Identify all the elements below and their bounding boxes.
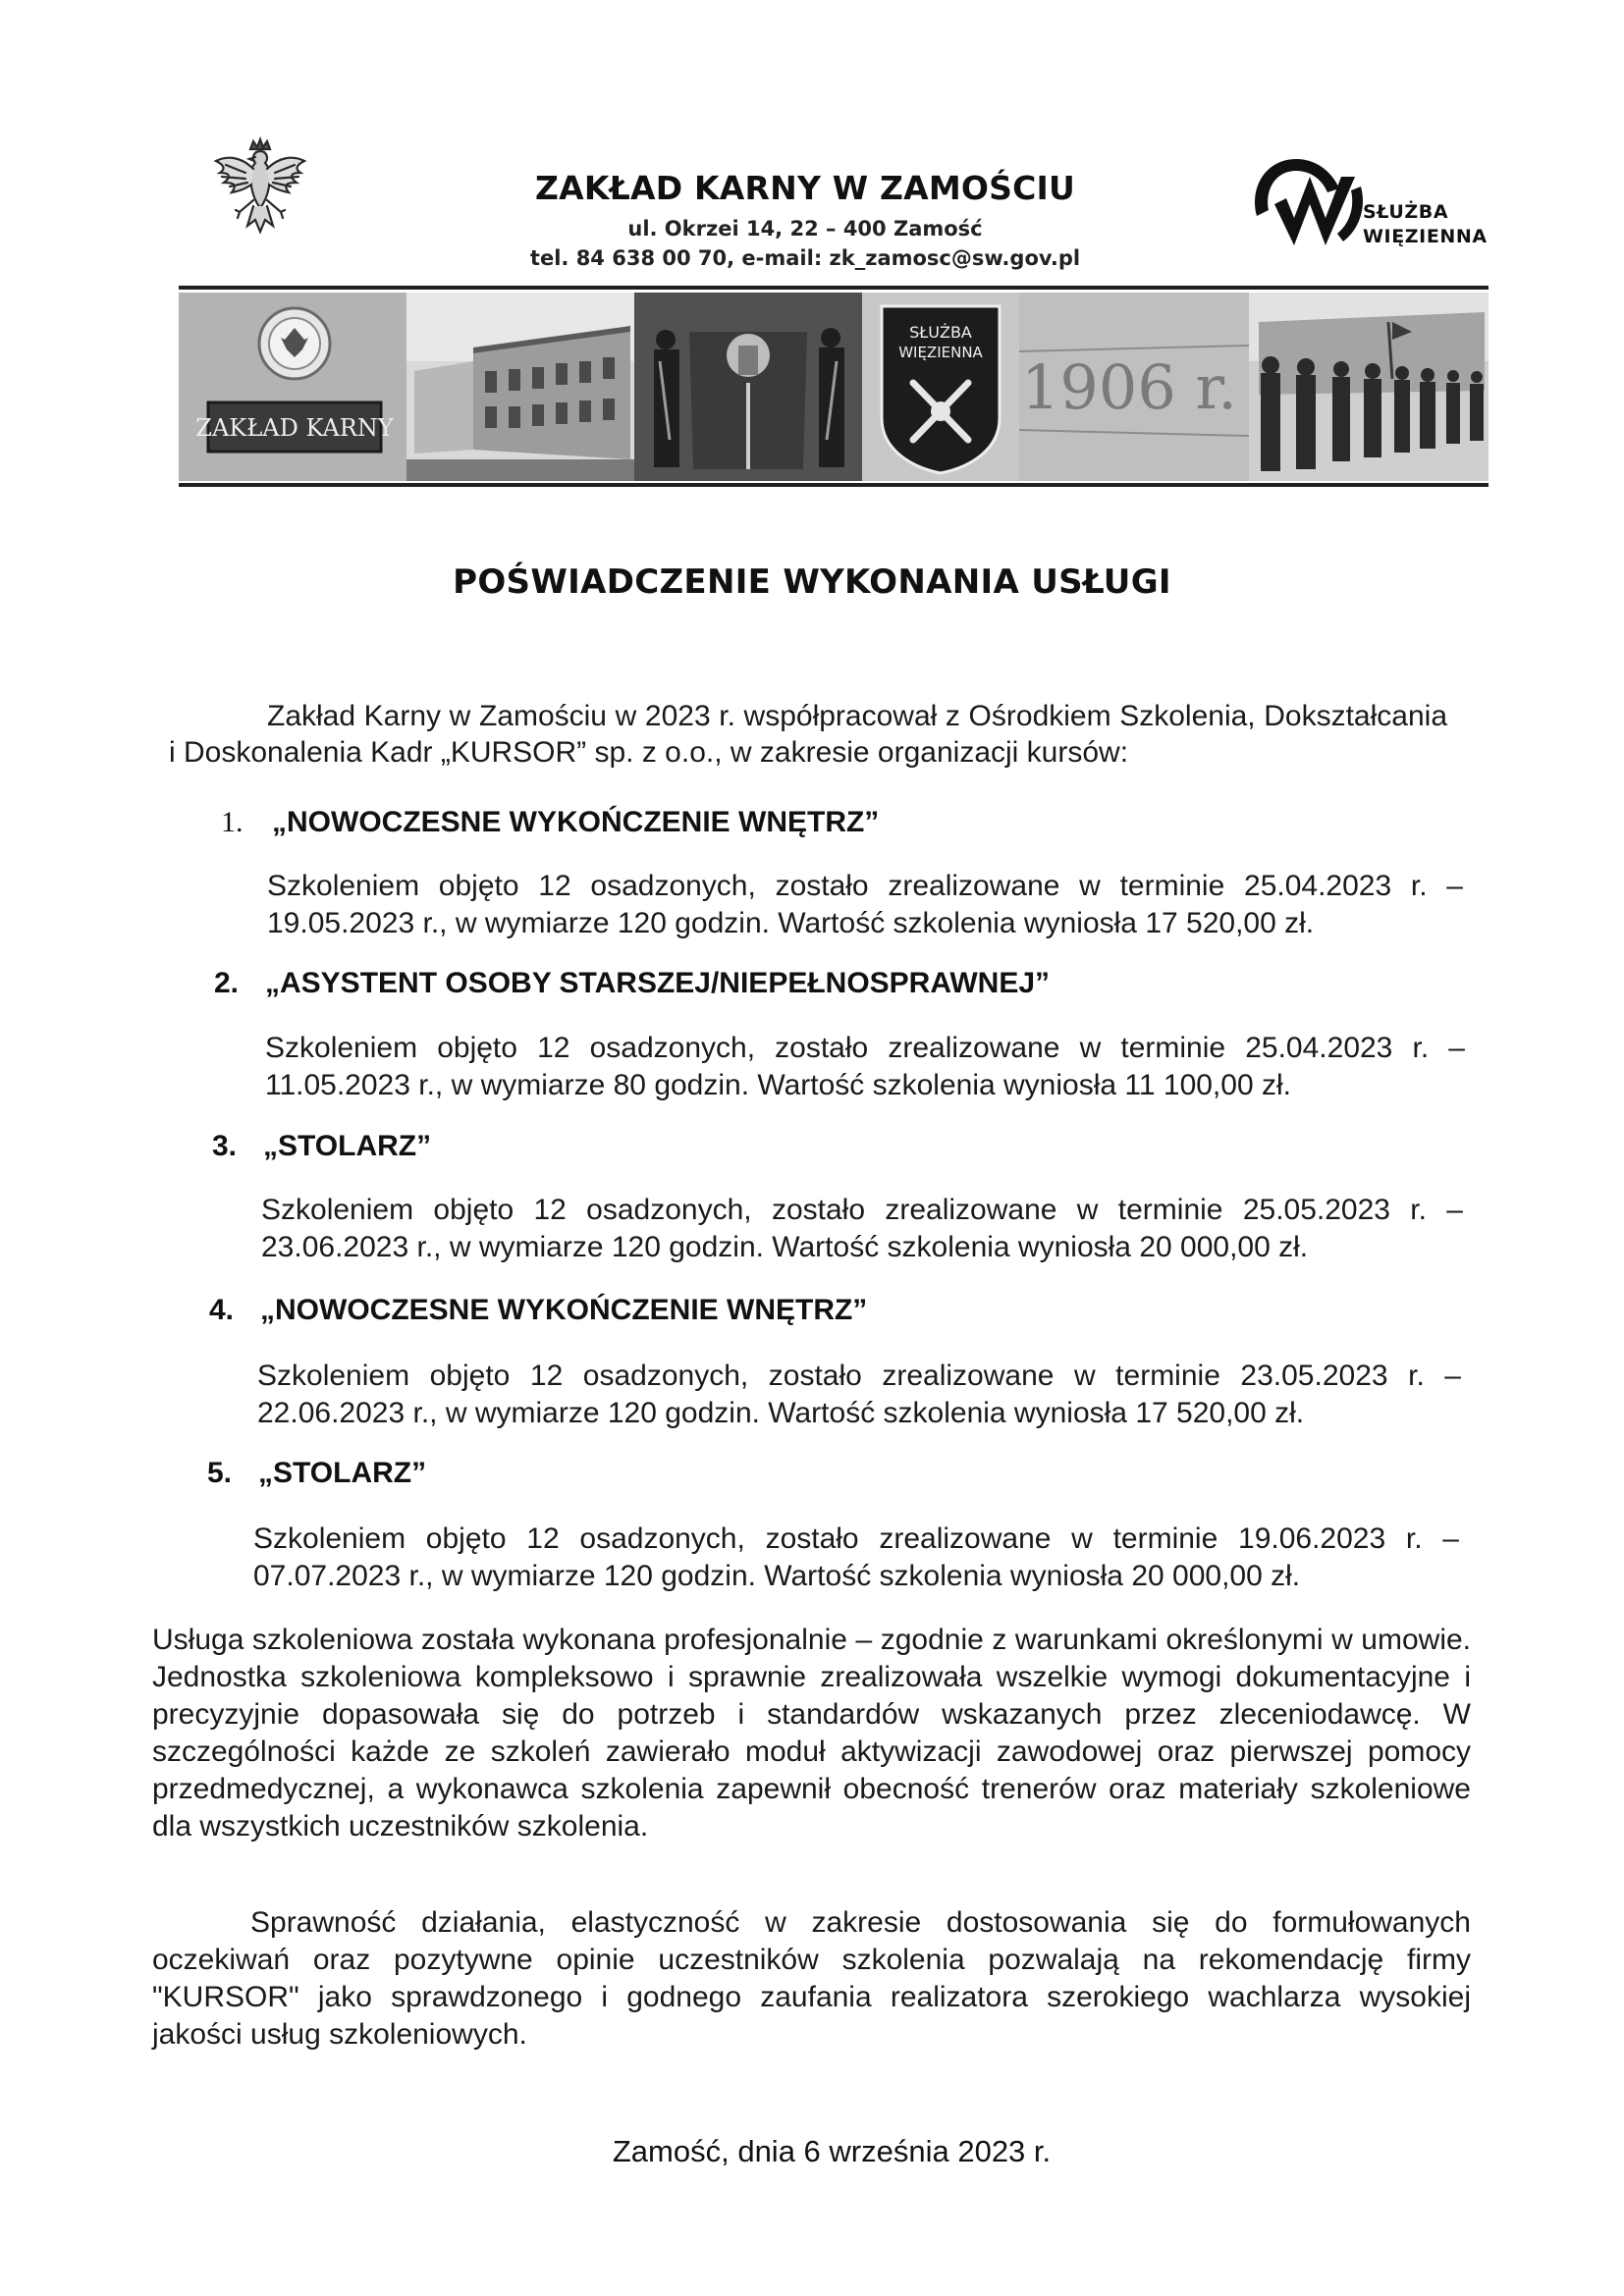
- course-description: Szkoleniem objęto 12 osadzonych, zostało zrealizowane w terminie 23.05.2023 r. – 22.06.2023 r., w wymiarze 120 godzin. Wartość szkolenia wyniosła 17 520,00 zł.: [257, 1360, 1461, 1429]
- strip-bottom-rule: [179, 483, 1489, 487]
- course-number: 5.: [207, 1457, 233, 1489]
- course-heading: [214, 967, 1050, 1000]
- course-heading: [221, 806, 879, 839]
- service-name-line2: WIĘZIENNA: [1363, 226, 1488, 247]
- prison-sign-text: ZAKŁAD KARNY: [195, 414, 394, 442]
- letterhead-center: [461, 169, 1149, 270]
- polish-eagle-emblem-icon: [206, 135, 314, 243]
- course-heading: [212, 1130, 431, 1163]
- badge-line1: SŁUŻBA: [909, 323, 972, 342]
- course-number: 2.: [214, 967, 240, 999]
- course-number: 4.: [209, 1294, 235, 1326]
- stone-year-text: 1906 r.: [1020, 351, 1238, 423]
- strip-top-rule: [179, 286, 1489, 290]
- course-description: Szkoleniem objęto 12 osadzonych, zostało zrealizowane w terminie 25.05.2023 r. – 23.06.2023 r., w wymiarze 120 godzin. Wartość szkolenia wyniosła 20 000,00 zł.: [261, 1194, 1463, 1263]
- intro-paragraph: Zakład Karny w Zamościu w 2023 r. współpracował z Ośrodkiem Szkolenia, Dokształcania i Doskonalenia Kadr „KURSOR” sp. z o.o., w zakresie organizacji kursów:: [169, 700, 1447, 769]
- closing-paragraph-quality: Usługa szkoleniowa została wykonana profesjonalnie – zgodnie z warunkami określonymi w umowie. Jednostka szkoleniowa kompleksowo i sprawnie zrealizowała wszelkie wymogi dokumentacyjne i precyzyjnie dopasowała się do potrzeb i standardów wskazanych przez zleceniodawcę. W szczególności każde ze szkoleń zawierało moduł aktywizacji zawodowej oraz pierwszej pomocy przedmedycznej, a wykonawca szkolenia zapewnił obecność trenerów oraz materiały szkoleniowe dla wszystkich uczestników szkolenia.: [152, 1624, 1471, 1842]
- photo-strip-collage: [179, 293, 1489, 481]
- photo-prison-buildings: [406, 293, 634, 481]
- institution-address: ul. Okrzei 14, 22 – 400 Zamość: [627, 217, 983, 240]
- course-description: Szkoleniem objęto 12 osadzonych, zostało zrealizowane w terminie 25.04.2023 r. – 11.05.2023 r., w wymiarze 80 godzin. Wartość szkolenia wyniosła 11 100,00 zł.: [265, 1032, 1465, 1101]
- course-name: „STOLARZ”: [258, 1457, 427, 1489]
- course-heading: [209, 1294, 867, 1327]
- course-description: Szkoleniem objęto 12 osadzonych, zostało zrealizowane w terminie 19.06.2023 r. – 07.07.2023 r., w wymiarze 120 godzin. Wartość szkolenia wyniosła 20 000,00 zł.: [253, 1522, 1459, 1592]
- institution-name: ZAKŁAD KARNY W ZAMOŚCIU: [534, 169, 1076, 207]
- photo-prison-sign: [179, 293, 406, 481]
- photo-parade: [1249, 293, 1489, 481]
- course-number: 1.: [221, 806, 244, 838]
- institution-contact: tel. 84 638 00 70, e-mail: zk_zamosc@sw.gov.pl: [529, 246, 1081, 270]
- course-name: „NOWOCZESNE WYKOŃCZENIE WNĘTRZ”: [260, 1294, 868, 1326]
- course-number: 3.: [212, 1130, 238, 1162]
- document-title: POŚWIADCZENIE WYKONANIA USŁUGI: [453, 562, 1171, 602]
- prison-service-wordmark: [1363, 200, 1488, 249]
- prison-service-logo-icon: [1245, 147, 1373, 260]
- closing-paragraph-recommendation: Sprawność działania, elastyczność w zakresie dostosowania się do formułowanych oczekiwań oraz pozytywne opinie uczestników szkolenia pozwalają na rekomendację firmy "KURSOR" jako sprawdzonego i godnego zaufania realizatora szerokiego wachlarza wysokiej jakości usług szkoleniowych.: [152, 1906, 1471, 2051]
- photo-stone-1906: [1019, 293, 1249, 481]
- badge-line2: WIĘZIENNA: [898, 344, 983, 361]
- course-name: „ASYSTENT OSOBY STARSZEJ/NIEPEŁNOSPRAWNEJ”: [265, 967, 1051, 999]
- course-heading: [207, 1457, 426, 1490]
- course-name: „NOWOCZESNE WYKOŃCZENIE WNĘTRZ”: [272, 806, 880, 838]
- service-name-line1: SŁUŻBA: [1363, 201, 1449, 223]
- place-date-line: Zamość, dnia 6 września 2023 r.: [612, 2134, 1052, 2168]
- photo-service-badge: [862, 293, 1019, 481]
- course-description: Szkoleniem objęto 12 osadzonych, zostało zrealizowane w terminie 25.04.2023 r. – 19.05.2023 r., w wymiarze 120 godzin. Wartość szkolenia wyniosła 17 520,00 zł.: [267, 870, 1463, 939]
- photo-officers-with-banner: [634, 293, 862, 481]
- course-name: „STOLARZ”: [263, 1130, 432, 1162]
